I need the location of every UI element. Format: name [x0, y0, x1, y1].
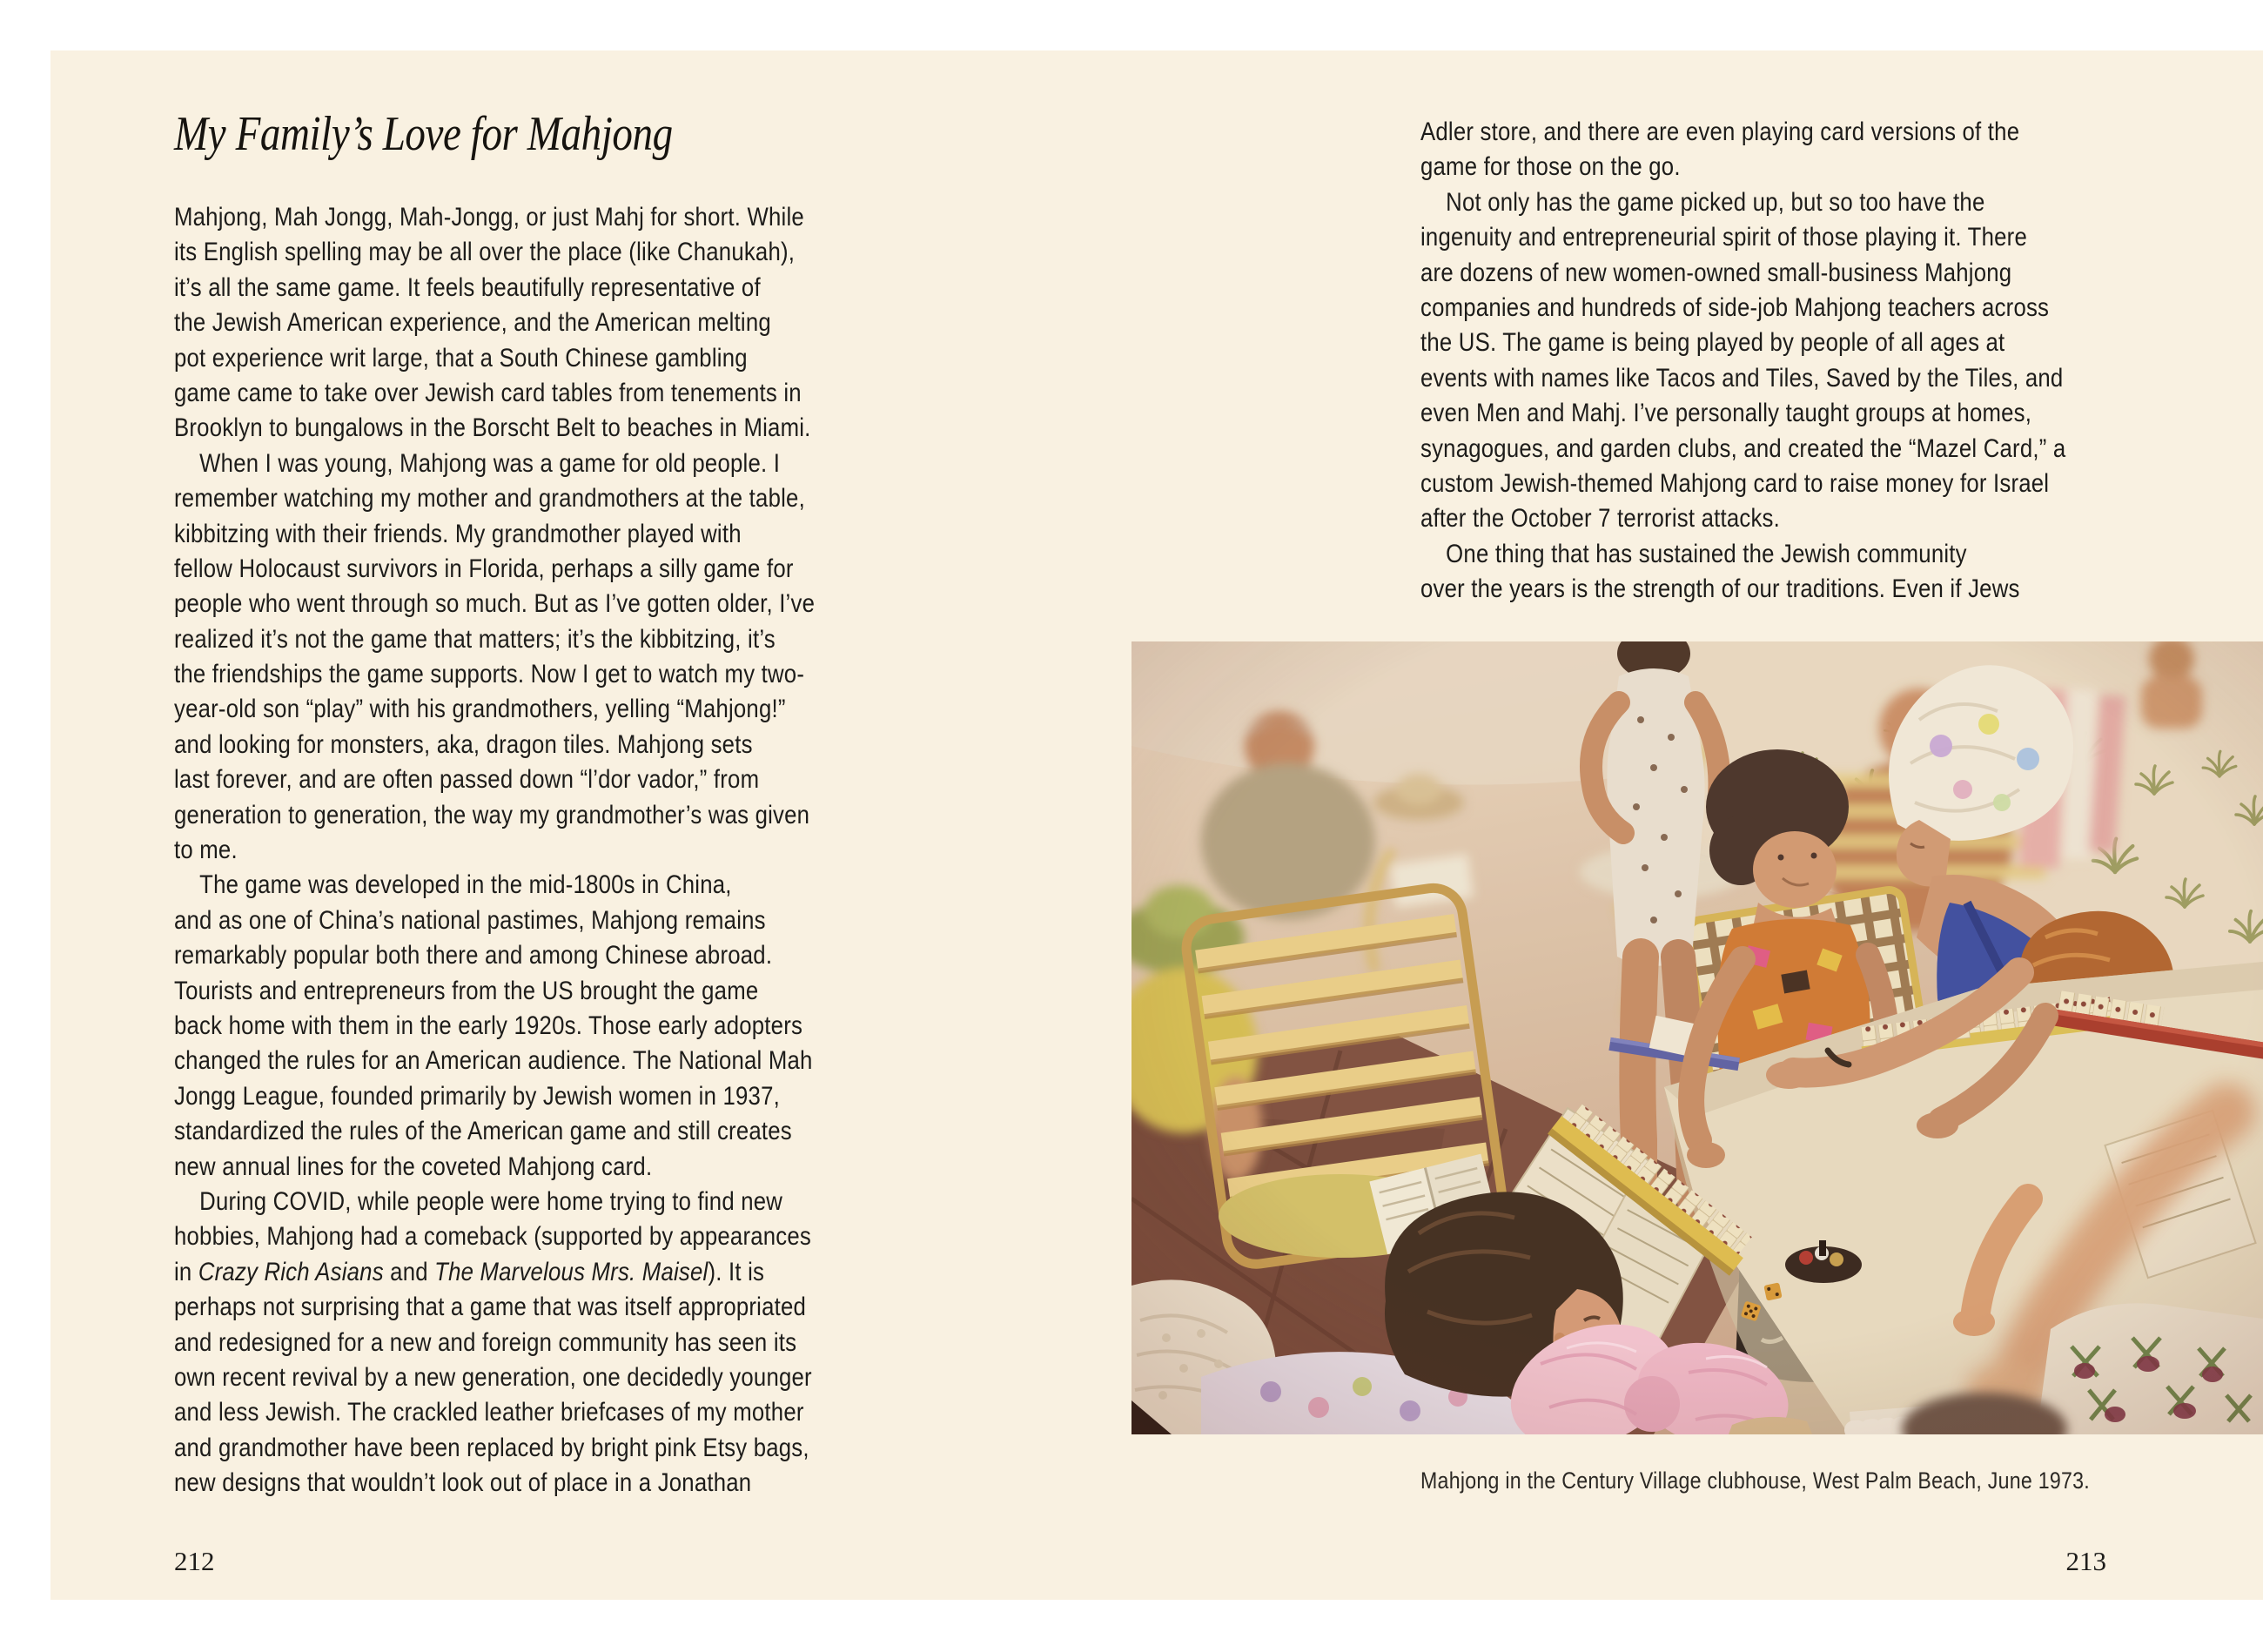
text-line: Not only has the game picked up, but so too have the [1446, 187, 1985, 217]
text-line: Brooklyn to bungalows in the Borscht Belt to beaches in Miami. [174, 413, 811, 443]
text-line: and looking for monsters, aka, dragon tiles. Mahjong sets [174, 729, 753, 759]
text-line: Jongg League, founded primarily by Jewish women in 1937, [174, 1081, 780, 1111]
photo-caption: Mahjong in the Century Village clubhouse, West Palm Beach, June 1973. [1420, 1467, 2090, 1494]
right-page-number: 213 [2065, 1546, 2106, 1576]
text-line: it’s all the same game. It feels beautifully representative of [174, 272, 761, 302]
text-line: the friendships the game supports. Now I get to watch my two- [174, 660, 805, 689]
text-line: game for those on the go. [1420, 152, 1681, 182]
text-line: companies and hundreds of side-job Mahjong teachers across [1420, 292, 2050, 322]
text-line: standardized the rules of the American game and still creates [174, 1117, 792, 1146]
text-line: hobbies, Mahjong had a comeback (supported by appearances [174, 1222, 811, 1252]
text-line: over the years is the strength of our traditions. Even if Jews [1420, 574, 2020, 604]
text-line: perhaps not surprising that a game that was itself appropriated [174, 1293, 807, 1322]
left-page-number: 212 [174, 1546, 215, 1576]
text-line: and grandmother have been replaced by bright pink Etsy bags, [174, 1433, 809, 1462]
text-line: Adler store, and there are even playing card versions of the [1420, 118, 2020, 146]
text-line: realized it’s not the game that matters; it’s the kibbitzing, it’s [174, 624, 776, 654]
text-line: new designs that wouldn’t look out of place in a Jonathan [174, 1468, 752, 1498]
text-line: game came to take over Jewish card tables from tenements in [174, 378, 802, 407]
text-line: ingenuity and entrepreneurial spirit of those playing it. There [1420, 223, 2028, 252]
text-line: even Men and Mahj. I’ve personally taught groups at homes, [1420, 399, 2032, 428]
text-line: its English spelling may be all over the place (like Chanukah), [174, 238, 796, 267]
text-line: When I was young, Mahjong was a game for old people. I [199, 448, 781, 478]
text-line: During COVID, while people were home trying to find new [199, 1186, 783, 1216]
text-line: and less Jewish. The crackled leather briefcases of my mother [174, 1398, 804, 1427]
text-line: One thing that has sustained the Jewish community [1446, 539, 1967, 568]
mahjong-photo [1132, 641, 2263, 1434]
text-line: generation to generation, the way my grandmother’s was given [174, 800, 810, 829]
text-line: the Jewish American experience, and the American melting [174, 308, 771, 338]
text-line: year-old son “play” with his grandmothers, yelling “Mahjong!” [174, 695, 786, 724]
text-line: and as one of China’s national pastimes, Mahjong remains [174, 905, 766, 935]
text-line: fellow Holocaust survivors in Florida, perhaps a silly game for [174, 554, 794, 583]
text-line: and redesigned for a new and foreign community has seen its [174, 1327, 797, 1357]
text-line: Mahjong, Mah Jongg, Mah-Jongg, or just Mahj for short. While [174, 203, 804, 232]
text-line: changed the rules for an American audience. The National Mah [174, 1046, 813, 1076]
text-line: Tourists and entrepreneurs from the US brought the game [174, 976, 759, 1005]
text-line: in Crazy Rich Asians and The Marvelous Mrs. Maisel). It is [174, 1257, 765, 1286]
text-line: events with names like Tacos and Tiles, Saved by the Tiles, and [1420, 363, 2064, 393]
text-line: kibbitzing with their friends. My grandmother played with [174, 519, 742, 548]
text-line: remarkably popular both there and among Chinese abroad. [174, 941, 773, 970]
text-line: remember watching my mother and grandmothers at the table, [174, 484, 805, 514]
text-line: to me. [174, 836, 238, 865]
text-line: back home with them in the early 1920s. Those early adopters [174, 1011, 803, 1040]
text-line: pot experience writ large, that a South Chinese gambling [174, 343, 748, 373]
mahjong-photo-illustration [1132, 641, 2263, 1434]
text-line: The game was developed in the mid-1800s in China, [199, 870, 732, 900]
text-line: people who went through so much. But as I’ve gotten older, I’ve [174, 589, 816, 619]
left-page-text-column [174, 200, 857, 1501]
text-line: the US. The game is being played by people of all ages at [1420, 328, 2005, 358]
text-line: new annual lines for the coveted Mahjong card. [174, 1152, 653, 1181]
text-line: custom Jewish-themed Mahjong card to raise money for Israel [1420, 468, 2050, 498]
text-line: last forever, and are often passed down “l’dor vador,” from [174, 765, 760, 795]
text-line: synagogues, and garden clubs, and created the “Mazel Card,” a [1420, 433, 2066, 463]
text-line: own recent revival by a new generation, one decidedly younger [174, 1362, 812, 1392]
chapter-title: My Family’s Love for Mahjong [174, 107, 673, 161]
text-line: are dozens of new women-owned small-business Mahjong [1420, 258, 2012, 287]
text-line: after the October 7 terrorist attacks. [1420, 504, 1781, 534]
right-page-text-column [1420, 115, 2104, 607]
page-spread [50, 50, 2263, 1600]
